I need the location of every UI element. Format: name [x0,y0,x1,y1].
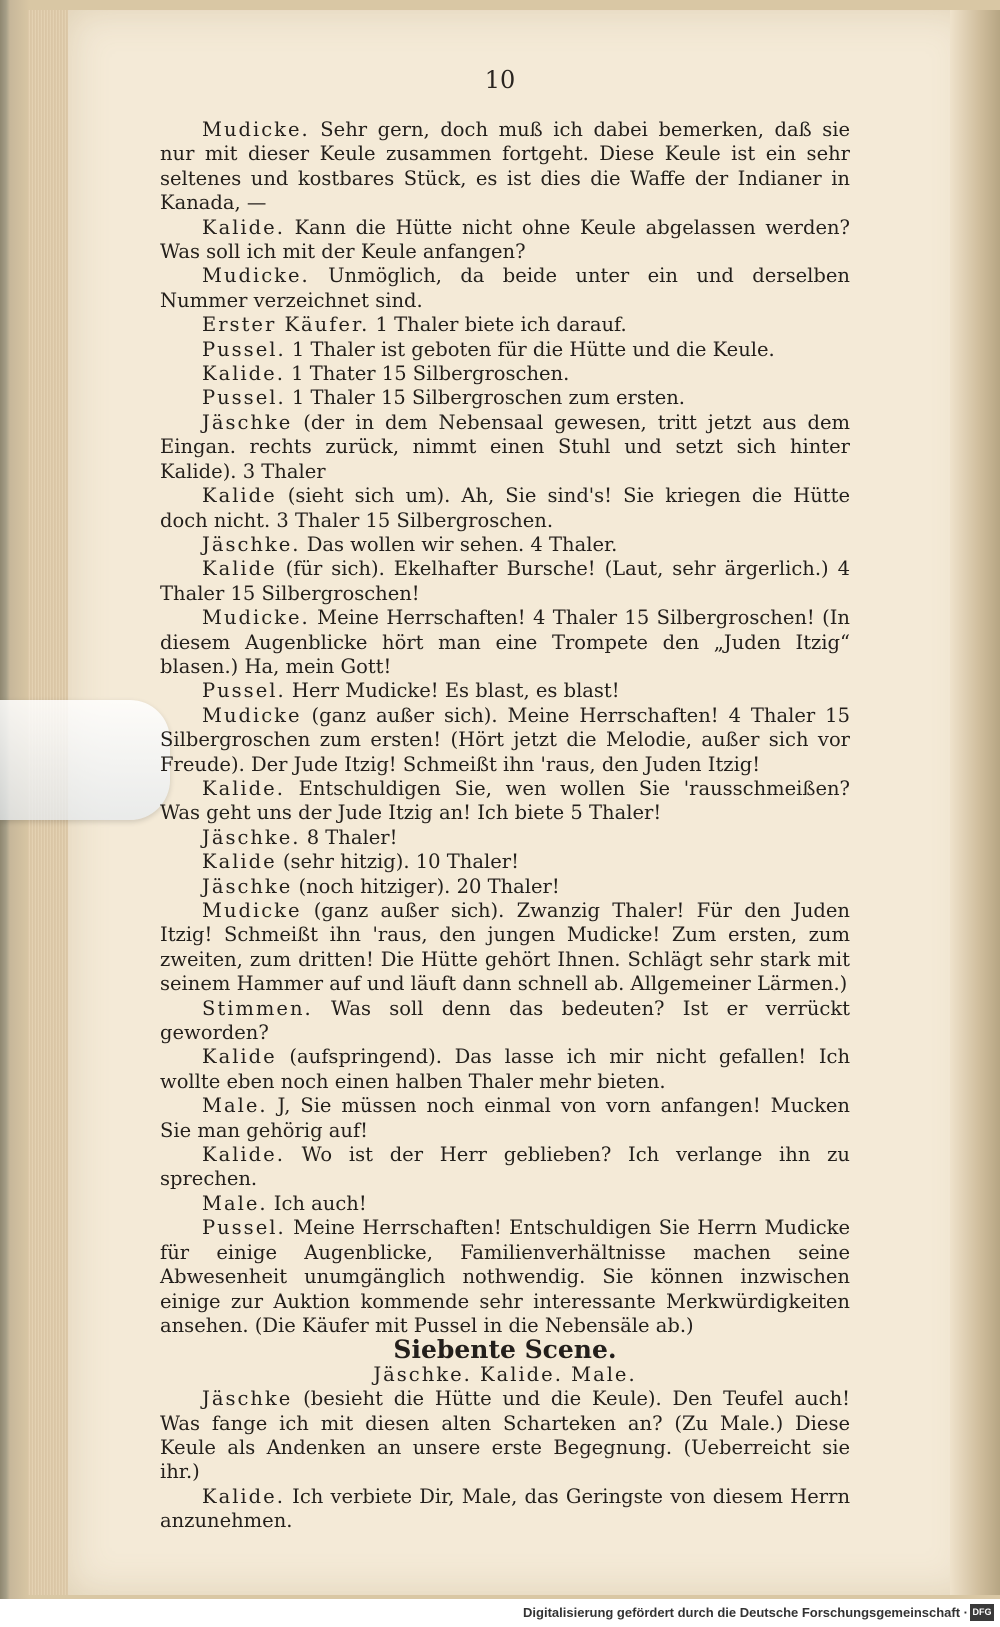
dialogue-text: (ganz außer sich). Meine Herrschaften! 4 Thaler 15 Silbergroschen zum ersten! (Hört jetzt die Melodie, außer sich vor Freude). Der Jude Itzig! Schmeißt ihn 'raus, den Juden Itzig! [160,703,850,776]
speaker-name: Mudicke. [202,606,310,630]
dialogue-paragraph [160,777,850,826]
dialogue-paragraph [160,679,850,703]
dialogue-text: (der in dem Nebensaal gewesen, tritt jetzt aus dem Eingan. rechts zurück, nimmt einen Stuhl und setzt sich hinter Kalide). 3 Thaler [160,410,850,483]
dialogue-text: (sehr hitzig). 10 Thaler! [276,850,519,874]
dialogue-paragraph [160,118,850,216]
speaker-name: Jäschke. [202,825,301,849]
dialogue-paragraph [160,1094,850,1143]
page-number: 10 [484,66,516,94]
dialogue-text: 8 Thaler! [300,825,398,849]
dialogue-paragraph [160,313,850,337]
dialogue-paragraph [160,704,850,777]
speaker-name: Pussel. [202,337,286,361]
speaker-name: Male. [202,1094,268,1118]
speaker-name: Pussel. [202,386,286,410]
dialogue-text: (ganz außer sich). Zwanzig Thaler! Für den Juden Itzig! Schmeißt ihn 'raus, den jungen Mudicke! Zum ersten, zum zweiten, zum dritten! Die Hütte gehört Ihnen. Schlägt sehr stark mit seinem Hammer auf und läuft dann schnell ab. Allgemeiner Lärmen.) [160,899,850,996]
speaker-name: Kalide [202,850,277,874]
speaker-name: Jäschke [202,410,293,434]
speaker-name: Mudicke [202,899,302,922]
dialogue-text: J, Sie müssen noch einmal von vorn anfangen! Mucken Sie man gehörig auf! [160,1094,850,1142]
dfg-logo: DFG [970,1604,994,1621]
dialogue-text: Sehr gern, doch muß ich dabei bemerken, daß sie nur mit dieser Keule zusammen fortgeht. Diese Keule ist ein sehr seltenes und kostbares Stück, es ist dies die Waffe der Indianer in Kanada, — [160,118,850,215]
page-tab-marker [0,700,170,820]
dialogue-paragraph [160,997,850,1046]
dialogue-paragraph [160,533,850,557]
dialogue-paragraph [160,1485,850,1534]
speaker-name: Pussel. [202,1216,286,1240]
dialogue-block-after [160,1387,850,1533]
speaker-name: Jäschke [202,1387,293,1411]
dialogue-text: (aufspringend). Das lasse ich mir nicht gefallen! Ich wollte eben noch einen halben Thaler mehr bieten. [160,1045,850,1093]
dialogue-paragraph [160,386,850,410]
speaker-name: Mudicke. [202,264,310,288]
speaker-name: Mudicke. [202,118,310,141]
speaker-name: Kalide. [202,362,285,386]
speaker-name: Kalide. [202,215,285,239]
dialogue-text: (sieht sich um). Ah, Sie sind's! Sie kriegen die Hütte doch nicht. 3 Thaler 15 Silbergroschen. [160,484,850,532]
dialogue-text: Kann die Hütte nicht ohne Keule abgelassen werden? Was soll ich mit der Keule anfangen? [160,215,850,264]
book-spine [950,10,1000,1595]
dialogue-block [160,118,850,1338]
dialogue-paragraph [160,606,850,679]
dialogue-paragraph [160,1216,850,1338]
footer-bar [0,1599,1000,1627]
dialogue-paragraph [160,1387,850,1485]
speaker-name: Kalide [202,557,277,581]
footer-credit: Digitalisierung gefördert durch die Deutsche Forschungsgemeinschaft · [523,1605,968,1620]
dialogue-paragraph [160,1045,850,1094]
dialogue-text: 1 Thaler biete ich darauf. [369,313,627,337]
dialogue-paragraph [160,1192,850,1216]
dialogue-text: Was soll denn das bedeuten? Ist er verrückt geworden? [160,996,850,1045]
dialogue-text: Ich auch! [267,1191,367,1215]
dialogue-text: (noch hitziger). 20 Thaler! [292,874,560,898]
speaker-name: Kalide [202,484,277,508]
dialogue-text: Meine Herrschaften! Entschuldigen Sie Herrn Mudicke für einige Augenblicke, Familienverhältnisse machen seine Abwesenheit unumgänglich nothwendig. Sie können inzwischen einige zur Auktion kommende sehr interessante Merkwürdigkeiten ansehen. (Die Käufer mit Pussel in die Nebensäle ab.) [160,1216,850,1337]
dialogue-paragraph [160,826,850,850]
dialogue-paragraph [160,338,850,362]
dialogue-paragraph [160,264,850,313]
dialogue-text: Wo ist der Herr geblieben? Ich verlange ihn zu sprechen. [160,1143,850,1191]
dialogue-paragraph [160,850,850,874]
dialogue-text: Meine Herrschaften! 4 Thaler 15 Silbergroschen! (In diesem Augenblicke hört man eine Trompete den „Juden Itzig“ blasen.) Ha, mein Gott! [160,606,850,678]
speaker-name: Pussel. [202,679,286,703]
scene-persons: Jäschke. Kalide. Male. [373,1362,637,1386]
dialogue-text: 1 Thaler ist geboten für die Hütte und die Keule. [285,337,775,361]
dialogue-paragraph [160,899,850,997]
dialogue-paragraph [160,362,850,386]
dialogue-text: Herr Mudicke! Es blast, es blast! [285,679,620,703]
speaker-name: Jäschke [202,874,293,898]
dialogue-paragraph [160,216,850,265]
speaker-name: Kalide. [202,1484,285,1508]
dialogue-text: 1 Thaler 15 Silbergroschen zum ersten. [285,386,686,410]
speaker-name: Stimmen. [202,996,313,1020]
speaker-name: Mudicke [202,703,302,727]
dialogue-paragraph [160,1143,850,1192]
dialogue-text: Ich verbiete Dir, Male, das Geringste von diesem Herrn anzunehmen. [160,1484,850,1533]
speaker-name: Male. [202,1191,268,1215]
dialogue-paragraph [160,875,850,899]
page-body [160,118,850,1534]
speaker-name: Erster Käufer. [202,313,370,337]
speaker-name: Kalide [202,1045,277,1069]
dialogue-text: (für sich). Ekelhafter Bursche! (Laut, sehr ärgerlich.) 4 Thaler 15 Silbergroschen! [160,557,850,605]
dialogue-paragraph [160,557,850,606]
dialogue-text: (besieht die Hütte und die Keule). Den Teufel auch! Was fange ich mit diesen alten Scharteken an? (Zu Male.) Diese Keule als Andenken an unsere erste Begegnung. (Ueberreicht sie ihr.) [160,1387,850,1484]
speaker-name: Kalide. [202,776,285,800]
scene-heading: Siebente Scene. [393,1335,617,1365]
dialogue-paragraph [160,484,850,533]
dialogue-paragraph [160,411,850,484]
dialogue-text: Das wollen wir sehen. 4 Thaler. [300,532,618,556]
dialogue-text: 1 Thater 15 Silbergroschen. [284,362,570,386]
speaker-name: Jäschke. [202,532,301,556]
speaker-name: Kalide. [202,1143,285,1167]
dialogue-text: Unmöglich, da beide unter ein und derselben Nummer verzeichnet sind. [160,264,850,312]
dialogue-text: Entschuldigen Sie, wen wollen Sie 'rausschmeißen? Was geht uns der Jude Itzig an! Ich biete 5 Thaler! [160,776,850,825]
